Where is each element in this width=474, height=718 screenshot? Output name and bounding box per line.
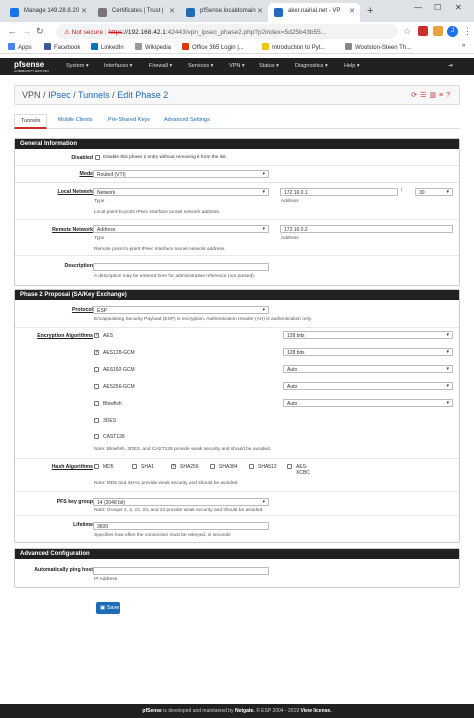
description-row (15, 256, 459, 285)
tab-favicon-icon (10, 8, 19, 17)
ping-host-help: IP Address (94, 577, 118, 582)
tab-advanced-settings[interactable]: Advanced Settings (164, 117, 210, 123)
remote-network-row (15, 220, 459, 256)
ping-host-row (15, 560, 459, 587)
browser-tab-4-active[interactable] (268, 3, 360, 22)
reload-status-icon[interactable]: ⟳ (411, 92, 421, 99)
pfsense-navbar (0, 58, 474, 75)
url-scheme: https (108, 29, 123, 36)
description-label: Description (64, 263, 93, 269)
menu-system[interactable]: System ▾ (66, 63, 89, 69)
mode-row (15, 166, 459, 183)
crumb-ipsec-link[interactable]: IPsec (48, 90, 71, 100)
crumb-vpn: VPN (22, 90, 41, 100)
enc-aes128gcm-label: AES128-GCM (103, 350, 135, 356)
logo-text: pfsense (14, 60, 45, 69)
window-close-icon[interactable]: ✕ (455, 3, 462, 12)
bookmark-label: Woolston-Steen Th... (355, 45, 412, 51)
crumb-separator: / (73, 90, 76, 100)
enc-aes-label: AES (103, 333, 114, 339)
close-icon[interactable]: ✕ (349, 8, 355, 15)
enc-3des-label: 3DES (103, 418, 117, 424)
page-icon (345, 43, 352, 50)
close-icon[interactable]: ✕ (257, 8, 263, 15)
pfs-key-group-select[interactable]: 14 (2048 bit) ▾ (93, 498, 269, 506)
hash-algorithms-row (15, 459, 459, 492)
list-icon[interactable]: ≡ (439, 92, 447, 99)
enc-blowfish-label: Blowfish (103, 401, 122, 407)
hash-sha384-label: SHA384 (219, 464, 238, 470)
local-type-help: Type (94, 199, 105, 204)
local-network-row (15, 183, 459, 220)
bookmark-label: Introduction to Pyt... (272, 45, 326, 51)
logo-subtitle: COMMUNITY EDITION (14, 69, 49, 73)
tab-favicon-icon (186, 8, 195, 17)
description-help: A description may be entered here for administrative reference (not parsed). (94, 274, 256, 279)
tab-mobile-clients[interactable]: Mobile Clients (58, 117, 93, 123)
hash-sha256-label: SHA256 (180, 464, 199, 470)
encryption-note: Note: Blowfish, 3DES, and CAST128 provide weak security and should be avoided. (94, 447, 272, 452)
footer-copyright: © ESP 2004 - 2019 (256, 708, 300, 714)
hash-sha1-label: SHA1 (141, 464, 155, 470)
disabled-row (15, 150, 459, 166)
remote-address-help: Address (281, 236, 299, 241)
hash-md5-checkbox[interactable] (94, 464, 99, 469)
hash-md5-label: MD5 (103, 464, 114, 470)
close-icon[interactable]: ✕ (169, 8, 175, 15)
extension-icon[interactable] (433, 26, 443, 36)
address-toolbar (0, 22, 474, 41)
enc-3des-checkbox[interactable] (94, 418, 99, 423)
remote-network-help: Remote point-to-point IPsec interface tunnel network address. (94, 247, 226, 252)
crumb-separator: / (43, 90, 46, 100)
new-tab-button[interactable]: + (367, 5, 374, 17)
bookmark-label: Apps (18, 45, 32, 51)
bookmark-facebook[interactable] (44, 43, 80, 51)
linkedin-icon (91, 43, 98, 50)
tab-title: Manage 149.28.8.20 (24, 8, 80, 14)
bookmark-office365[interactable] (182, 43, 244, 51)
browser-tab-1[interactable] (4, 3, 92, 22)
menu-vpn[interactable]: VPN ▾ (229, 63, 245, 69)
profile-avatar[interactable]: J (447, 26, 458, 37)
tab-favicon-icon (98, 8, 107, 17)
crumb-tunnels-link[interactable]: Tunnels (77, 90, 110, 100)
advanced-configuration-panel (14, 548, 460, 588)
disabled-text: Disable this phase 2 entry without removing it from the list. (103, 155, 227, 160)
lifetime-input[interactable]: 3600 (93, 522, 269, 530)
bookmark-label: Wikipedia (145, 45, 172, 51)
lifetime-label: Lifetime (73, 522, 93, 528)
hash-aes-xcbc-label: AES-XCBC (296, 464, 310, 476)
facebook-icon (44, 43, 51, 50)
mode-label: Mode (79, 171, 93, 177)
subtab-bar (14, 114, 460, 129)
bookmark-python[interactable] (262, 43, 325, 51)
description-input[interactable] (93, 263, 269, 271)
save-button[interactable] (96, 602, 120, 614)
forward-icon[interactable]: → (22, 26, 31, 36)
local-address-input[interactable]: 172.16.0.1 (280, 188, 398, 196)
tab-title: aker.nairial.net - VP (288, 8, 341, 14)
tab-title: pfSense.localdomain (200, 8, 256, 14)
url-host: ://192.168.42.1 (122, 29, 166, 36)
minimize-icon[interactable]: — (414, 3, 422, 12)
hash-sha384-checkbox[interactable] (210, 464, 215, 469)
tab-favicon-icon (274, 8, 283, 17)
pfs-row (15, 492, 459, 516)
bookmark-label: Facebook (54, 45, 81, 51)
ping-host-input[interactable] (93, 567, 269, 575)
phase2-proposal-panel (14, 289, 460, 543)
menu-firewall[interactable]: Firewall ▾ (149, 63, 173, 69)
local-address-help: Address (281, 199, 299, 204)
general-information-panel (14, 138, 460, 286)
disabled-checkbox[interactable] (95, 155, 100, 160)
enc-blowfish-checkbox[interactable] (94, 401, 99, 406)
help-icon[interactable]: ? (446, 92, 453, 99)
maximize-icon[interactable]: ☐ (434, 3, 442, 12)
close-icon[interactable]: ✕ (81, 8, 87, 15)
lifetime-row (15, 516, 459, 542)
panel-heading: Phase 2 Proposal (SA/Key Exchange) (15, 290, 459, 300)
logout-icon[interactable]: ⇥ (448, 63, 453, 69)
enc-cast128-checkbox[interactable] (94, 434, 99, 439)
panel-heading: Advanced Configuration (15, 549, 459, 559)
remote-type-help: Type (94, 236, 105, 241)
not-secure-label: Not secure (71, 29, 104, 36)
tab-title: Certificates | Trust | (112, 8, 164, 14)
wikipedia-icon (135, 43, 142, 50)
office-icon (182, 43, 189, 50)
bookmarks-bar (0, 41, 474, 54)
enc-aes256gcm-label: AES256-GCM (103, 384, 135, 390)
menu-status[interactable]: Status ▾ (259, 63, 279, 69)
browser-tab-bar (0, 0, 474, 22)
protocol-label: Protocol (71, 307, 93, 313)
protocol-row (15, 301, 459, 328)
hash-sha512-label: SHA512 (258, 464, 277, 470)
crumb-current-link[interactable]: Edit Phase 2 (117, 90, 169, 100)
enc-aes-keylen-select[interactable]: 128 bits ▾ (283, 331, 453, 339)
hash-algorithms-label: Hash Algorithms (51, 464, 93, 470)
enc-aes192gcm-keylen-select[interactable]: Auto ▾ (283, 365, 453, 373)
menu-services[interactable]: Services ▾ (188, 63, 214, 69)
enc-blowfish-keylen-select[interactable]: Auto ▾ (283, 399, 453, 407)
enc-aes256gcm-keylen-select[interactable]: Auto ▾ (283, 382, 453, 390)
local-mask-select[interactable]: 30 ▾ (415, 188, 453, 196)
python-icon (262, 43, 269, 50)
save-icon: ▣ (100, 605, 107, 611)
reload-icon[interactable]: ↻ (36, 26, 44, 36)
tab-pre-shared-keys[interactable]: Pre-Shared Keys (108, 117, 150, 123)
bookmark-label: Office 365 Login |... (192, 45, 244, 51)
bookmark-linkedin[interactable] (91, 43, 124, 51)
bookmark-wikipedia[interactable] (135, 43, 171, 51)
enc-aes192gcm-label: AES192-GCM (103, 367, 135, 373)
sliders-icon[interactable]: ☰ (420, 92, 430, 99)
enc-aes128gcm-keylen-select[interactable]: 128 bits ▾ (283, 348, 453, 356)
remote-network-label: Remote Network (52, 227, 93, 233)
footer-text: is developed and maintained by (163, 708, 234, 714)
bookmark-label: LinkedIn (101, 45, 124, 51)
lifetime-help: Specifies how often the connection must be rekeyed, in seconds (94, 533, 231, 538)
browser-tab-2[interactable] (92, 3, 180, 22)
bookmark-star-icon[interactable]: ☆ (403, 26, 412, 36)
hash-sha256-checkbox[interactable] (171, 464, 176, 469)
remote-network-type-select[interactable]: Address ▾ (93, 225, 269, 233)
disabled-label: Disabled (71, 155, 93, 161)
save-label: Save (106, 605, 120, 611)
hash-sha1-checkbox[interactable] (132, 464, 137, 469)
apps-grid-icon (8, 43, 15, 50)
chart-icon[interactable]: ▥ (429, 92, 439, 99)
ping-host-label: Automatically ping host (34, 567, 93, 573)
encryption-algorithms-row (15, 328, 459, 459)
panel-heading: General Information (15, 139, 459, 149)
page-footer (0, 704, 474, 718)
enc-aes-checkbox[interactable] (94, 333, 99, 338)
local-network-label: Local Network (57, 189, 93, 195)
menu-help[interactable]: Help ▾ (344, 63, 360, 69)
hash-note: Note: MD5 and SHA1 provide weak security and should be avoided. (94, 481, 239, 486)
protocol-select[interactable]: ESP ▾ (93, 306, 269, 314)
url-path: :42443/vpn_ipsec_phase2.php?p2index=5d25b43b55... (165, 29, 327, 36)
tab-tunnels[interactable]: Tunnels (14, 114, 47, 129)
enc-aes192gcm-checkbox[interactable] (94, 367, 99, 372)
menu-dots-icon[interactable]: ⋮ (463, 26, 472, 36)
encryption-algorithms-label: Encryption Algorithms (37, 333, 93, 339)
mask-separator: / (401, 188, 403, 193)
hash-aes-xcbc-checkbox[interactable] (287, 464, 292, 469)
enc-aes128gcm-checkbox[interactable] (94, 350, 99, 355)
view-license-link[interactable]: View license. (300, 708, 332, 714)
remote-address-input[interactable]: 172.16.0.2 (280, 225, 453, 233)
pfs-key-group-label: PFS key group (56, 499, 93, 505)
local-network-type-select[interactable]: Network ▾ (93, 188, 269, 196)
pfsense-logo[interactable] (14, 60, 49, 73)
protocol-help: Encapsulating Security Payload (ESP) is encryption, Authentication Header (AH) is authentication only. (94, 317, 313, 322)
crumb-separator: / (112, 90, 115, 100)
local-network-help: Local point-to-point IPsec interface tunnel network address. (94, 210, 221, 215)
extension-icon[interactable] (418, 26, 428, 36)
page-title (22, 90, 168, 100)
bookmarks-overflow[interactable]: » (462, 43, 466, 49)
pfs-note: Note: Groups 1, 2, 22, 23, and 24 provide weak security and should be avoided. (94, 508, 264, 513)
breadcrumb-actions (411, 91, 453, 99)
url-bar[interactable]: ⚠ Not secure | https://192.168.42.1:42443/vpn_ipsec_phase2.php?p2index=5d25b43b55... (56, 24, 398, 39)
footer-brand: pfSense (142, 708, 162, 714)
enc-aes256gcm-checkbox[interactable] (94, 384, 99, 389)
back-icon[interactable]: ← (8, 26, 17, 36)
browser-tab-3[interactable] (180, 3, 268, 22)
menu-diagnostics[interactable]: Diagnostics ▾ (295, 63, 328, 69)
footer-company-link[interactable]: Netgate. (234, 708, 255, 714)
mode-select[interactable]: Routed (VTI) ▾ (93, 170, 269, 178)
warning-icon: ⚠ (64, 29, 72, 36)
breadcrumb (14, 85, 460, 105)
bookmark-apps[interactable] (8, 43, 32, 51)
enc-cast128-label: CAST128 (103, 434, 125, 440)
bookmark-woolston[interactable] (345, 43, 411, 51)
hash-sha512-checkbox[interactable] (249, 464, 254, 469)
menu-interfaces[interactable]: Interfaces ▾ (104, 63, 133, 69)
